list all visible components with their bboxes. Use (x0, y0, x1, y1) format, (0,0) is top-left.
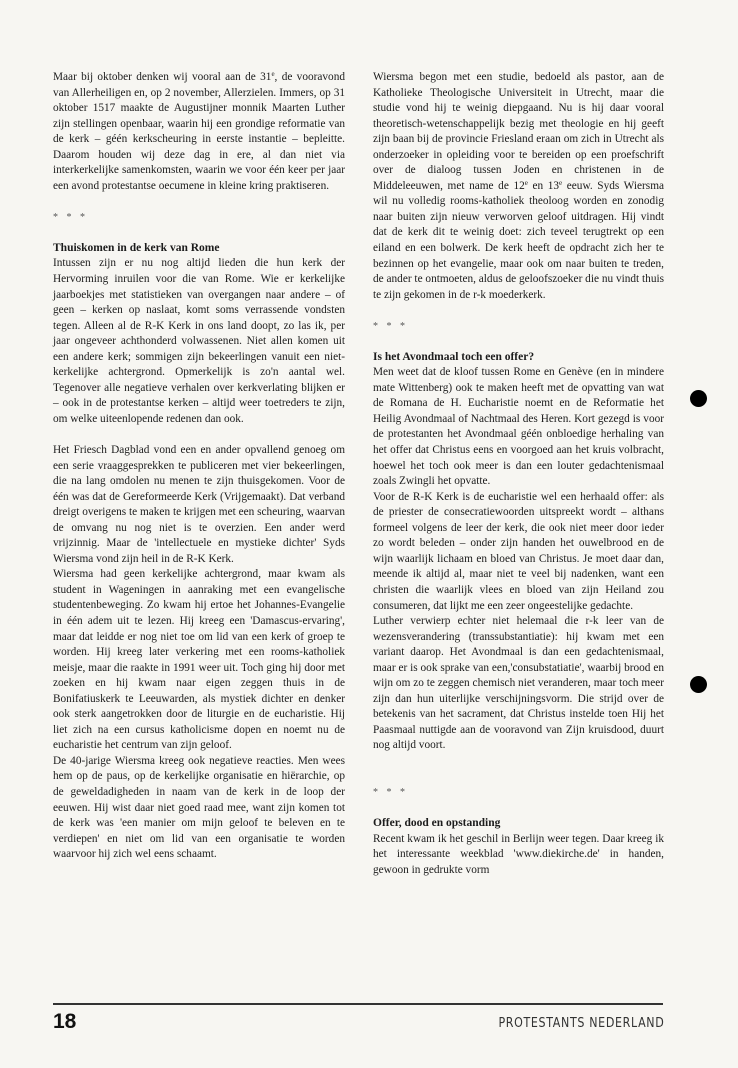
text-run: Wiersma begon met een studie, bedoeld als pastor, aan de Katholieke Theologische Universiteit in Utrecht, maar die studie vond hij te weinig diepgaand. Nu is hij daar vooral theoretisch-wetenschappelijk bezig met theologie en hij geeft zijn baan bij de provincie Friesland eraan om zich in Utrecht als onderzoeker in opleiding voor te bereiden op een proefschrift over de dialoog tussen Joden en christenen in de Middeleeuwen, met name de 12 (373, 71, 664, 192)
section-heading: Is het Avondmaal toch een offer? (373, 350, 535, 363)
text-run: eeuw. Syds Wiersma wil nu volledig rooms-katholiek theoloog worden en zonodig naar buiten zijn nieuw verworven geloof uitdragen. Hij vindt dat de kerk dit te weinig doet: zich teveel terugtrekt op een eiland en een bolwerk. De kerk heeft de opdracht zich her te bezinnen op het evangelie, maar ook om naar buiten te treden, de ander te ontmoeten, aldus de geloofszoeker die nu vindt thuis te zijn gekomen in de r-k moederkerk. (373, 179, 664, 301)
superscript: e (271, 70, 275, 78)
section-divider: * * * (373, 786, 408, 798)
page-number: 18 (53, 1010, 77, 1033)
section-divider: * * * (373, 320, 408, 332)
section-heading: Thuiskomen in de kerk van Rome (53, 241, 220, 254)
text-run: en 13 (527, 179, 560, 192)
right-paragraph-5: Recent kwam ik het geschil in Berlijn weer tegen. Daar kreeg ik het interessante weekblad 'www.diekirche.de' in handen, gewoon in gedrukte vorm (373, 832, 664, 876)
left-paragraph-3: Het Friesch Dagblad vond een en ander opvallend genoeg om een serie vraaggesprekken te publiceren met vier bekeerlingen, die na lang omdolen nu menen te zijn thuisgekomen. Voor de één was dat de Gereformeerde Kerk (Vrijgemaakt). Dat verband dreigt overigens te maken te krijgen met een scheuring, waarvan de omvang nu nog niet is te overzien. Een ander werd vrijzinnig. Maar de 'intellectuele en mystieke dichter' Syds Wiersma vond zijn heil in de R-K Kerk. (53, 443, 345, 565)
section-divider: * * * (53, 211, 88, 223)
right-paragraph-4: Luther verwierp echter niet helemaal die r-k leer van de wezensverandering (transsubstantiatie): hij kwam met een variant daarop. Het Avondmaal is dan een gedachtenismaal, maar er is ook sprake van een,'consubstatiatie', waarbij brood en wijn om zo te zeggen chemisch niet veranderen, maar toch meer zijn dan hun uiterlijke verschijningsvorm. Die strijd over de betekenis van het sacrament, dat Christus instelde toen Hij het Paasmaal nuttigde aan de vooravond van Zijn kruisdood, duurt nog altijd voort. (373, 615, 664, 752)
right-paragraph-1 (373, 70, 664, 303)
right-paragraph-2: Men weet dat de kloof tussen Rome en Genève (en in mindere mate Wittenberg) ook te maken heeft met de opvatting van wat de Romana de H. Eucharistie noemt en de Reformatie het Heilig Avondmaal of Nachtmaal des Heren. Kort gezegd is voor de protestanten het Avondmaal géén onbloedige herhaling van het offer dat Christus eens en voorgoed aan het kruis volbracht, hoewel het toch ook meer is dan een louter gedachtenismaal zoals Zwingli het opvatte. (373, 366, 664, 488)
left-paragraph-5: De 40-jarige Wiersma kreeg ook negatieve reacties. Men wees hem op de paus, op de kerkelijke organisatie en hiërarchie, op de geweldadigheden in naam van de kerk in de loop der eeuwen. Hij wist daar niet goed raad mee, want zijn komen tot de kerk was 'een manier om mijn geloof te beleven en te verdiepen' en niet om lid van een organisatie te worden waarvoor hij zich wel eens schaamt. (53, 754, 345, 861)
footer-rule (53, 1003, 663, 1005)
superscript: e (559, 178, 563, 187)
superscript: e (524, 178, 528, 187)
section-heading: Offer, dood en opstanding (373, 817, 501, 830)
punch-hole-bottom (690, 676, 707, 693)
left-paragraph-4: Wiersma had geen kerkelijke achtergrond, maar kwam als student in Wageningen in aanraking met een evangelische studentenbeweging. Zo kwam hij ertoe het Johannes-Evangelie in één adem uit te lezen. Hij kreeg een 'Damascus-ervaring', maar dat leidde er nog niet toe om lid van een kerk of groep te worden. Hij kreeg later verkering met een rooms-katholiek meisje, maar die raakte in 1991 weer uit. Toch ging hij door met zoeken en hij kwam naar eigen zeggen thuis in de Bonifatiuskerk te Leeuwarden, als mystiek dichter en denker ook sterk aangetrokken door de liturgie en de eucharistie. Hij liet zich na een cursus katholicisme dopen en noemt nu de eucharistie het centrum van zijn geloof. (53, 568, 345, 752)
text-run: , de vooravond van Allerheiligen en, op 2 november, Allerzielen. Immers, op 31 oktober 1517 maakte de Augustijner monnik Maarten Luther zijn stellingen openbaar, waarin hij een grondige reformatie van de kerk – géén kerkscheuring in eerste instantie – bepleitte. Daarom houden wij deze dag in ere, al dan niet via interkerkelijke samenkomsten, waarin we voor één keer per jaar een avond protestantse oecumene in kleine kring praktiseren. (53, 71, 346, 192)
text-run: Maar bij oktober denken wij vooral aan de 31 (53, 71, 272, 83)
right-column (373, 70, 664, 878)
magazine-title: PROTESTANTS NEDERLAND (498, 1015, 664, 1031)
right-paragraph-3: Voor de R-K Kerk is de eucharistie wel een herhaald offer: als de priester de consecratiewoorden uitspreekt wordt – althans formeel volgens de leer der kerk, die ook niet meer door ieder zo wordt beleden – onder zijn handen het ouwelbrood en de wijn waarlijk lichaam en bloed van Christus. Je moet daar dan, meende ik altijd al, maar niet te veel bij nadenken, want een christen die waarlijk vlees en bloed van zijn Heiland zou consumeren, dat lijkt me een zeer ongeestelijke gedachte. (373, 490, 664, 612)
left-paragraph-1 (53, 70, 345, 194)
left-paragraph-2: Intussen zijn er nu nog altijd lieden die hun kerk der Hervorming inruilen voor die van Rome. Wie er kerkelijke jaarboekjes met statistieken van overgangen naar andere – of geen – kerken op naslaat, komt soms verrassende vondsten tegen. Alleen al de R-K Kerk in ons land doopt, zo las ik, per jaar ongeveer achthonderd volwassenen. Niet allen komen uit een andere kerk; sommigen zijn bekeerlingen vanuit een niet-kerkelijke achtergrond. Opmerkelijk is zo'n aantal wel. Tegenover alle negatieve verhalen over kerkverlating blijken er – ook in de protestantse kerken – altijd weer toetreders te zijn, om welke uiteenlopende redenen dan ook. (53, 257, 345, 425)
punch-hole-top (690, 390, 707, 407)
left-column (53, 70, 345, 863)
